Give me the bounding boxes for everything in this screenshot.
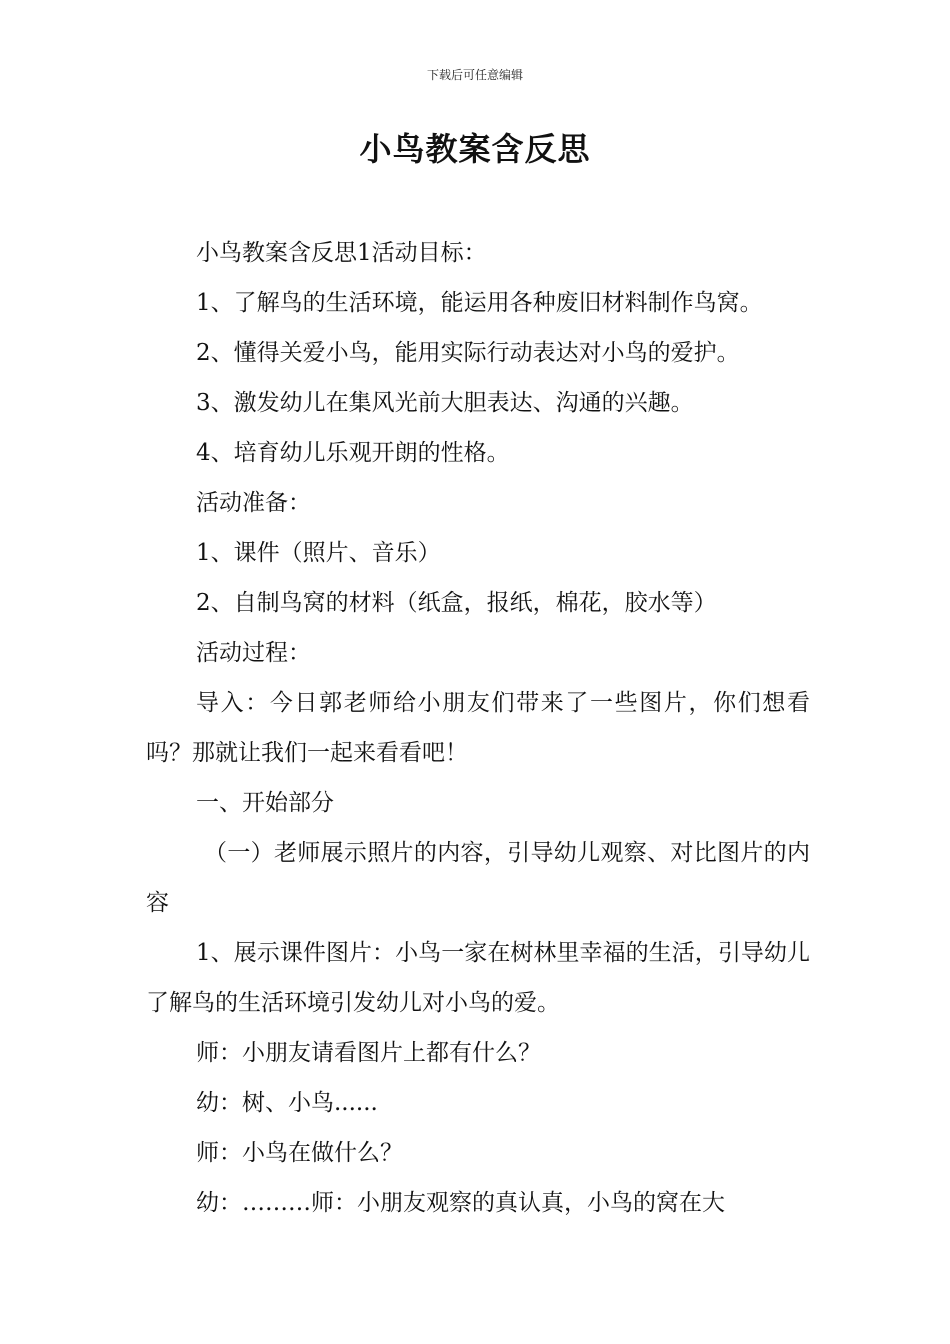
paragraph-dialogue-4: 幼：………师：小朋友观察的真认真，小鸟的窝在大	[196, 1190, 725, 1216]
paragraph-dialogue-1: 师：小朋友请看图片上都有什么？	[196, 1040, 541, 1066]
header-note: 下载后可任意编辑	[426, 68, 523, 82]
paragraph-part-1-sub: （一）老师展示照片的内容，引导幼儿观察、对比图片的内容	[146, 840, 810, 916]
paragraph-preparation-1: 1、课件（照片、音乐）	[196, 540, 441, 566]
paragraph-dialogue-3: 师：小鸟在做什么？	[196, 1140, 403, 1166]
document-body	[146, 228, 810, 1228]
paragraph-objectives-heading: 小鸟教案含反思1活动目标：	[196, 240, 487, 266]
paragraph-preparation-heading: 活动准备：	[196, 490, 311, 516]
paragraph-objective-1: 1、了解鸟的生活环境，能运用各种废旧材料制作鸟窝。	[196, 290, 763, 316]
paragraph-step-1: 1、展示课件图片：小鸟一家在树林里幸福的生活，引导幼儿了解鸟的生活环境引发幼儿对小鸟的爱。	[146, 940, 810, 1016]
paragraph-objective-3: 3、激发幼儿在集风光前大胆表达、沟通的兴趣。	[196, 390, 694, 416]
paragraph-part-1-heading: 一、开始部分	[196, 790, 334, 816]
paragraph-preparation-2: 2、自制鸟窝的材料（纸盒，报纸，棉花，胶水等）	[196, 590, 717, 616]
page-title: 小鸟教案含反思	[359, 130, 591, 168]
paragraph-dialogue-2: 幼：树、小鸟......	[196, 1090, 378, 1116]
paragraph-objective-4: 4、培育幼儿乐观开朗的性格。	[196, 440, 510, 466]
paragraph-intro: 导入：今日郭老师给小朋友们带来了一些图片，你们想看吗？那就让我们一起来看看吧！	[146, 690, 810, 766]
paragraph-process-heading: 活动过程：	[196, 640, 311, 666]
paragraph-objective-2: 2、懂得关爱小鸟，能用实际行动表达对小鸟的爱护。	[196, 340, 740, 366]
